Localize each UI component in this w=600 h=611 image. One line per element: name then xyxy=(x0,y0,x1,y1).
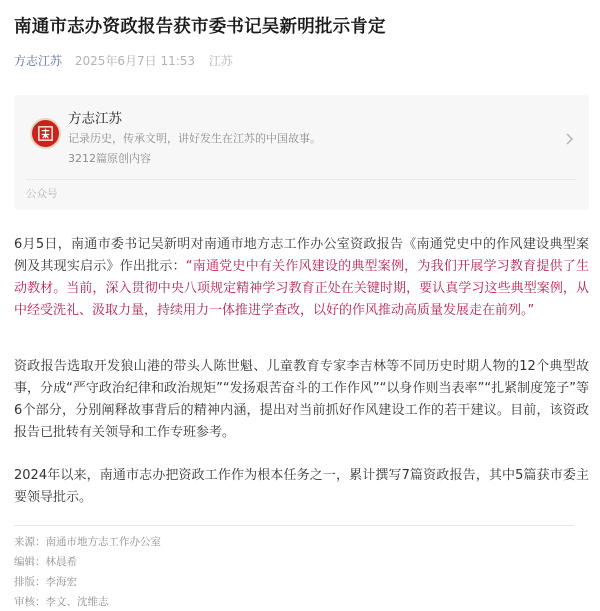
paragraph-3 xyxy=(14,465,589,509)
account-type-label: 公众号 xyxy=(26,188,58,200)
highlighted-quote: “南通党史中有关作风建设的典型案例，为我们开展学习教育提供了生动教材。当前，深入贯彻中央八项规定精神学习教育正处在关键时期，要认真学习这些典型案例，从中经受洗礼、汲取力量，持续用力一体推进学查改，以好的作风推动高质量发展走在前列。” xyxy=(14,259,589,318)
credit-layout: 排版：李海宏 xyxy=(14,576,77,588)
paragraph-text: 2024年以来，南通市志办把资政工作作为根本任务之一，累计撰写7篇资政报告，其中5篇获市委主要领导批示。 xyxy=(14,468,589,505)
publish-location: 江苏 xyxy=(208,54,233,68)
card-divider xyxy=(26,179,577,180)
paragraph-1 xyxy=(14,234,589,322)
credit-source: 来源：南通市地方志工作办公室 xyxy=(14,536,161,548)
paragraph-text: 6月5日，南通市委书记吴新明对南通市地方志工作办公室资政报告《南通党史中的作风建设典型案例及其现实启示》作出批示： xyxy=(14,237,589,274)
credit-editor: 编辑：林晨希 xyxy=(14,556,77,568)
credits-block xyxy=(14,532,161,611)
account-name: 方志江苏 xyxy=(68,111,122,127)
article-count: 3212篇原创内容 xyxy=(68,152,151,165)
paragraph-2 xyxy=(14,356,589,444)
account-description: 记录历史，传承文明，讲好发生在江苏的中国故事。 xyxy=(68,132,321,145)
footer-divider xyxy=(14,525,574,526)
account-card[interactable] xyxy=(14,95,589,210)
article-meta xyxy=(14,52,233,70)
author-link[interactable]: 方志江苏 xyxy=(14,54,63,68)
publish-date: 2025年6月7日 11:53 xyxy=(74,54,196,68)
credit-reviewer: 审核：李文、沈维志 xyxy=(14,596,109,608)
chevron-right-icon xyxy=(563,132,575,146)
seal-logo-icon xyxy=(30,118,61,149)
article-title: 南通市志办资政报告获市委书记吴新明批示肯定 xyxy=(14,17,386,37)
paragraph-text: 资政报告选取开发狼山港的带头人陈世魁、儿童教育专家李吉林等不同历史时期人物的12个典型故事，分成“严守政治纪律和政治规矩”“发扬艰苦奋斗的工作作风”“以身作则当表率”“扎紧制度笼子”等6个部分，分别阐释故事背后的精神内涵，提出对当前抓好作风建设工作的若干建议。目前，该资政报告已批转有关领导和工作专班参考。 xyxy=(14,359,589,440)
